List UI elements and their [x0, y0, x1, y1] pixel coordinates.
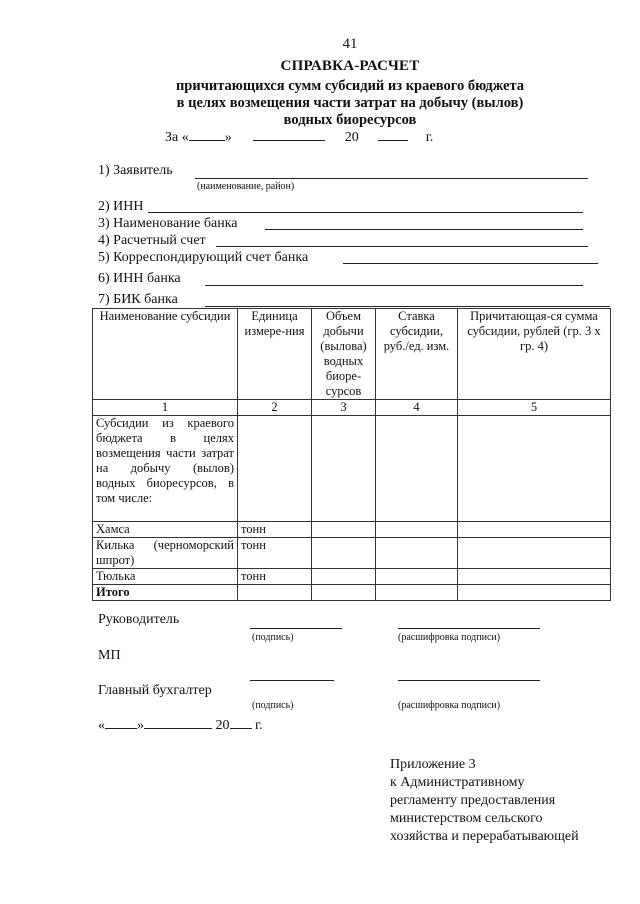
table-cell [376, 522, 458, 538]
appendix-note [390, 756, 579, 846]
date-year-blank [230, 728, 252, 729]
applicant-hint: (наименование, район) [197, 181, 295, 192]
inn-line [148, 212, 583, 213]
title-line-2: в целях возмещения части затрат на добычу (вылов) [176, 95, 524, 111]
inn-label: 2) ИНН [98, 199, 144, 214]
table-cell [458, 538, 611, 569]
date-year-suffix: г. [255, 718, 263, 733]
subsidy-table [92, 308, 611, 601]
date-year-prefix: 20 [215, 718, 230, 733]
group-row [93, 416, 611, 522]
column-number: 3 [312, 400, 376, 416]
appendix-line: Приложение 3 [390, 757, 476, 772]
total-label: Итого [93, 585, 238, 601]
appendix-line: к Административному [390, 775, 525, 790]
column-number: 5 [458, 400, 611, 416]
date-line [98, 718, 263, 734]
accountant-sign-hint: (подпись) [252, 700, 294, 711]
bank-inn-label: 6) ИНН банка [98, 271, 181, 286]
period-line [165, 130, 433, 146]
date-close-quote: » [137, 718, 144, 733]
row-name: Килька (черноморский шпрот) [93, 538, 238, 569]
head-signature-line [250, 628, 342, 629]
row-unit: тонн [238, 569, 312, 585]
table-cell [312, 585, 376, 601]
head-decode-hint: (расшифровка подписи) [398, 632, 501, 643]
stamp-label: МП [98, 648, 121, 663]
table-cell [376, 538, 458, 569]
accountant-label: Главный бухгалтер [98, 683, 212, 698]
column-number: 4 [376, 400, 458, 416]
corr-account-line [343, 263, 598, 264]
accountant-signature-line [250, 680, 334, 681]
period-close-quote: » [224, 130, 232, 145]
row-name: Тюлька [93, 569, 238, 585]
bank-name-line [265, 229, 583, 230]
header-amount: Причитающая-ся сумма субсидии, рублей (гр. 3 х гр. 4) [458, 309, 611, 400]
appendix-line: хозяйства и перерабатывающей [390, 829, 579, 844]
period-month-blank [253, 140, 325, 141]
group-label: Субсидии из краевого бюджета в целях возмещения части затрат на добычу (вылов) водных биоресурсов, в том числе: [93, 416, 238, 522]
table-cell [312, 416, 376, 522]
table-cell [376, 569, 458, 585]
column-number: 2 [238, 400, 312, 416]
table-row [93, 569, 611, 585]
total-row [93, 585, 611, 601]
period-year-prefix: 20 [344, 130, 359, 145]
date-open-quote: « [98, 718, 105, 733]
period-year-blank [378, 140, 408, 141]
table-cell [376, 585, 458, 601]
corr-account-label: 5) Корреспондирующий счет банка [98, 250, 309, 265]
date-day-blank [105, 728, 137, 729]
table-cell [458, 585, 611, 601]
date-month-blank [144, 728, 212, 729]
table-row [93, 538, 611, 569]
period-prefix: За « [165, 130, 189, 145]
header-unit: Единица измере-ния [238, 309, 312, 400]
bank-name-label: 3) Наименование банка [98, 216, 238, 231]
table-cell [376, 416, 458, 522]
header-subsidy-name: Наименование субсидии [93, 309, 238, 400]
page-number: 41 [342, 36, 358, 52]
bik-label: 7) БИК банка [98, 292, 178, 307]
header-rate: Ставка субсидии, руб./ед. изм. [376, 309, 458, 400]
table-header-row [93, 309, 611, 400]
table-cell [312, 522, 376, 538]
column-number: 1 [93, 400, 238, 416]
table-cell [458, 569, 611, 585]
table-row [93, 522, 611, 538]
title-line-3: водных биоресурсов [283, 112, 417, 128]
bik-line [205, 306, 610, 307]
accountant-decode-line [398, 680, 540, 681]
column-number-row [93, 400, 611, 416]
table-cell [238, 416, 312, 522]
head-sign-hint: (подпись) [252, 632, 294, 643]
title-line-1: причитающихся сумм субсидий из краевого бюджета [175, 78, 525, 94]
head-label: Руководитель [98, 612, 180, 627]
account-line [216, 246, 588, 247]
appendix-line: министерством сельского [390, 811, 543, 826]
applicant-label: 1) Заявитель [98, 163, 173, 178]
table-cell [238, 585, 312, 601]
row-unit: тонн [238, 538, 312, 569]
row-unit: тонн [238, 522, 312, 538]
row-name: Хамса [93, 522, 238, 538]
table-cell [458, 522, 611, 538]
bank-inn-line [205, 285, 583, 286]
period-day-blank [189, 140, 225, 141]
table-cell [458, 416, 611, 522]
table-cell [312, 569, 376, 585]
appendix-line: регламенту предоставления [390, 793, 556, 808]
header-volume: Объем добычи (вылова) водных биоре-сурсов [312, 309, 376, 400]
applicant-line [195, 178, 588, 179]
account-label: 4) Расчетный счет [98, 233, 206, 248]
head-decode-line [398, 628, 540, 629]
table-cell [312, 538, 376, 569]
document-title: СПРАВКА-РАСЧЕТ [280, 58, 420, 74]
accountant-decode-hint: (расшифровка подписи) [398, 700, 501, 711]
period-year-suffix: г. [425, 130, 434, 145]
